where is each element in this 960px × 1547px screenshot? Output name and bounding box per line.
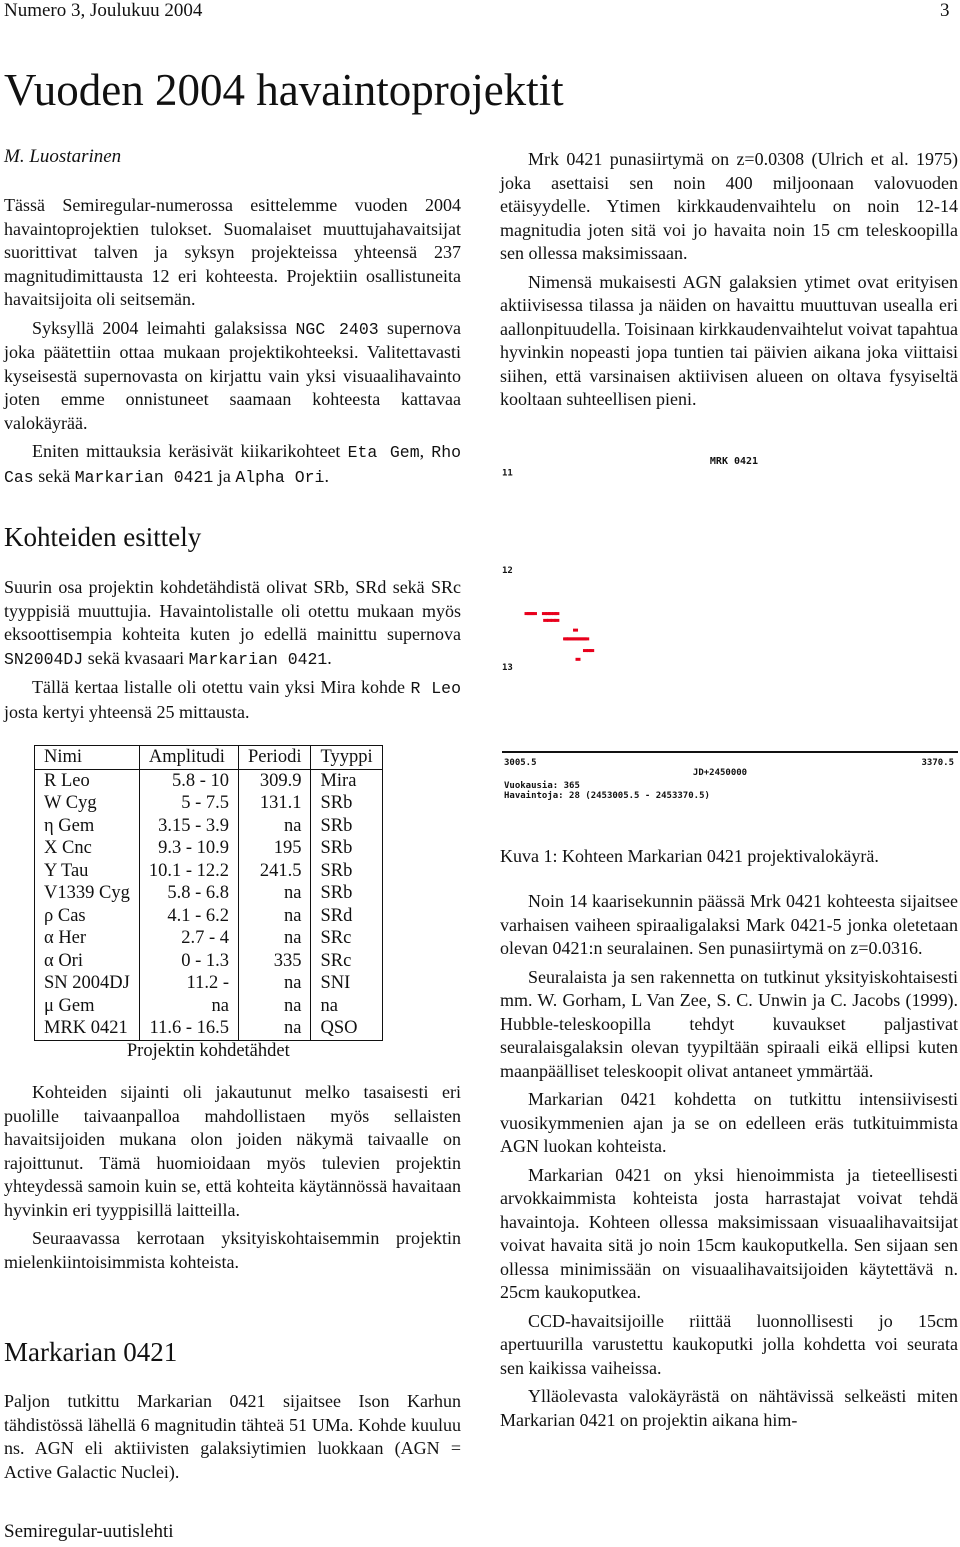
chart-title: MRK 0421 (709, 456, 759, 467)
table-header-row (35, 746, 383, 770)
cell-period: na (239, 815, 311, 838)
data-point (554, 612, 559, 615)
table-caption: Projektin kohdetähdet (126, 1040, 290, 1061)
cell-name: MRK 0421 (35, 1017, 140, 1040)
article-title: Vuoden 2004 havaintoprojektit (4, 65, 564, 115)
right-column-top (500, 148, 958, 417)
cell-period: na (239, 905, 311, 928)
cell-amplitude: na (139, 995, 238, 1018)
cell-period: 309.9 (239, 769, 311, 792)
table-row (35, 792, 383, 815)
cell-amplitude: 5.8 - 10 (139, 769, 238, 792)
cell-type: SRb (311, 815, 382, 838)
cell-amplitude: 5.8 - 6.8 (139, 882, 238, 905)
data-point (589, 649, 594, 652)
right-paragraph-5: Markarian 0421 kohdetta on tutkittu intensiivisesti vuosikymmenien ajan ja se on edelleen eräs tutkituimmista AGN luokan kohteista. (500, 1089, 958, 1156)
cell-type: SNI (311, 972, 382, 995)
cell-amplitude: 3.15 - 3.9 (139, 815, 238, 838)
code-markarian-0421: Markarian 0421 (188, 649, 328, 669)
cell-period: na (239, 995, 311, 1018)
cell-name: α Ori (35, 950, 140, 973)
intro-paragraph-3: Eniten mittauksia keräsivät kiikarikohteet Eta Gem, Rho Cas sekä Markarian 0421 ja Alpha Ori. (4, 441, 462, 487)
cell-period: 241.5 (239, 860, 311, 883)
section2-paragraph-1: Paljon tutkittu Markarian 0421 sijaitsee Ison Karhun tähdistössä lähellä 6 magnitudin tähteä 51 UMa. Kohde kuuluu ns. AGN eli aktiivisten galaksiytimien luokkaan (AGN = Active Galactic Nuclei). (4, 1391, 461, 1482)
section1-paragraph-1: Suurin osa projektin kohdetähdistä olivat SRb, SRd sekä SRc tyyppisiä muuttujia. Havaintolistalle oli otettu mukaan myös eksoottisempia kohteita kuten jo edellä mainittu supernova SN2004DJ sekä kvasaari Markarian 0421. (4, 577, 461, 669)
light-curve-chart (496, 448, 960, 813)
table-row (35, 927, 383, 950)
cell-amplitude: 11.2 - (139, 972, 238, 995)
targets-table (34, 745, 383, 1041)
table-row (35, 815, 383, 838)
cell-amplitude: 4.1 - 6.2 (139, 905, 238, 928)
right-column-bottom (500, 890, 958, 1437)
cell-name: V1339 Cyg (35, 882, 140, 905)
section1-paragraph-4: Seuraavassa kerrotaan yksityiskohtaisemmin projektin mielenkiintoisimmista kohteista. (4, 1228, 461, 1272)
section1-paragraph-2: Tällä kertaa listalle oli otettu vain yksi Mira kohde R Leo josta kertyi yhteensä 25 mittausta. (4, 677, 461, 722)
section2-text (4, 1390, 461, 1489)
article-author: M. Luostarinen (4, 146, 122, 167)
right-paragraph-4: Seuralaista ja sen rakennetta on tutkinut yksityiskohtaisesti mm. W. Gorham, L Van Zee, S. C. Unwin ja C. Jacobs (1999). Hubble-teleskoopilla tehdyt kuvaukset paljastivat seuralaisgalaksin olevan tyypiltään spiraali eikä ellipsi kuten maanpäälliset teleskoopit olivat antaneet ymmärtää. (500, 966, 958, 1081)
y-tick-label: 11 (502, 468, 513, 479)
data-point (573, 629, 578, 632)
code-ngc2403: NGC 2403 (295, 319, 379, 339)
intro-paragraph-2: Syksyllä 2004 leimahti galaksissa NGC 2403 supernova joka päätettiin ottaa mukaan projektikohteeksi. Valitettavasti kyseisestä supernovasta on kirjattu vain yksi visuaalihavainto joten emme onnistuneet saamaan kohteesta kattavaa valokäyrää. (4, 317, 462, 433)
y-tick-label: 13 (502, 663, 513, 674)
cell-type: na (311, 995, 382, 1018)
code-sn2004dj: SN2004DJ (4, 649, 84, 669)
cell-amplitude: 5 - 7.5 (139, 792, 238, 815)
cell-name: Y Tau (35, 860, 140, 883)
code-eta-gem: Eta Gem (347, 443, 420, 462)
cell-type: SRb (311, 837, 382, 860)
intro-text (4, 194, 461, 494)
right-paragraph-6: Markarian 0421 on yksi hienoimmista ja tieteellisesti arvokkaimmista kohteista josta harrastajat voivat tehdä havaintoja. Kohteen ollessa maksimissaan visuaalihavaitsijat voivat havaita sitä jo noin 15cm kaukoputkella. Sen sijaan sen ollessa minimissään on visuaalihavaitsijoiden käytettävä n. 25cm kaukoputkea. (500, 1164, 958, 1302)
cell-amplitude: 2.7 - 4 (139, 927, 238, 950)
cell-amplitude: 10.1 - 12.2 (139, 860, 238, 883)
chart-info-line: Havaintoja: 28 (2453005.5 - 2453370.5) (504, 791, 710, 801)
section1-paragraph-3: Kohteiden sijainti oli jakautunut melko tasaisesti eri puolille taivaanpalloa mahdollistaen myös sellaisten havaitsijoiden mukana olon joiden näkymä taivaalle on rajoittunut. Tämä huomioidaan myös tulevien projektin yhteydessä samoin kuin se, että kohteita käytännössä havaitaan hyvinkin eri tyyppisillä laitteilla. (4, 1082, 461, 1220)
y-tick-label: 12 (502, 565, 513, 576)
data-point (584, 637, 589, 640)
code-rho-cas: Rho Cas (4, 443, 462, 487)
right-paragraph-1: Mrk 0421 punasiirtymä on z=0.0308 (Ulrich et al. 1975) joka asettaisi sen noin 400 miljoonaan valovuoden etäisyydelle. Ytimen kirkkaudenvaihtelu on noin 12-14 magnitudia joten sitä voi jo havaita noin 15 cm teleskoopilla sen ollessa maksimissaan. (500, 149, 958, 263)
footer: Semiregular-uutislehti (4, 1521, 174, 1542)
col-header-amplitude: Amplitudi (139, 746, 238, 770)
code-alpha-ori: Alpha Ori (235, 467, 325, 487)
cell-period: na (239, 1017, 311, 1040)
cell-type: SRb (311, 792, 382, 815)
right-paragraph-2: Nimensä mukaisesti AGN galaksien ytimet ovat erityisen aktiivisessa tilassa ja näiden on havaittu muuttuvan usealla eri aallonpituudella. Toisinaan kirkkaudenvaihtelut voivat tapahtua hyvinkin nopeasti jopa tuntien tai päivien aikana joka viittaisi siihen, että varsinaisen aktiivisen alueen on oltava fysyiseltä kooltaan suhteellisen pieni. (500, 271, 958, 409)
x-tick-label: 3370.5 (921, 758, 954, 768)
figure-caption: Kuva 1: Kohteen Markarian 0421 projektivalokäyrä. (500, 846, 879, 866)
table-row (35, 1017, 383, 1040)
cell-type: SRb (311, 882, 382, 905)
right-paragraph-7: CCD-havaitsijoille riittää luonnollisesti jo 15cm apertuurilla varustettu kaukoputki jolla kohdetta voi seurata sen kaikissa vaiheissa. (500, 1310, 958, 1378)
x-tick-label: 3005.5 (504, 758, 537, 768)
cell-period: na (239, 927, 311, 950)
col-header-type: Tyyppi (311, 746, 382, 770)
cell-period: 335 (239, 950, 311, 973)
cell-type: SRd (311, 905, 382, 928)
section-heading-markarian: Markarian 0421 (4, 1337, 178, 1367)
code-markarian: Markarian 0421 (74, 467, 214, 487)
section1-text-top (4, 576, 461, 729)
code-r-leo: R Leo (410, 679, 461, 698)
data-point (532, 612, 537, 615)
cell-period: na (239, 972, 311, 995)
light-curve-svg (496, 448, 960, 808)
cell-amplitude: 9.3 - 10.9 (139, 837, 238, 860)
cell-name: W Cyg (35, 792, 140, 815)
cell-amplitude: 11.6 - 16.5 (139, 1017, 238, 1040)
cell-type: SRb (311, 860, 382, 883)
section-heading-kohteiden-esittely: Kohteiden esittely (4, 522, 202, 552)
intro-paragraph-1: Tässä Semiregular-numerossa esittelemme vuoden 2004 havaintoprojektien tulokset. Suomalaiset muuttujahavaitsijat suorittivat talven ja syksyn projekteissa yhteensä 237 magnitudimittausta 12 eri kohteesta. Projektiin osallistuneita havaitsijoita oli seitsemän. (4, 195, 461, 309)
table-row (35, 995, 383, 1018)
data-point (576, 658, 581, 661)
table-row (35, 905, 383, 928)
table-row (35, 882, 383, 905)
cell-name: R Leo (35, 769, 140, 792)
table-row (35, 769, 383, 792)
right-paragraph-8: Ylläolevasta valokäyrästä on nähtävissä selkeästi miten Markarian 0421 on projektin aikana him- (500, 1386, 958, 1430)
cell-type: SRc (311, 927, 382, 950)
targets-table-wrap (34, 745, 383, 1062)
table-row (35, 950, 383, 973)
col-header-name: Nimi (35, 746, 140, 770)
x-axis-label: JD+2450000 (692, 768, 748, 778)
section1-text-bottom (4, 1081, 461, 1279)
table-row (35, 837, 383, 860)
cell-name: X Cnc (35, 837, 140, 860)
data-point (554, 619, 559, 622)
table-row (35, 860, 383, 883)
cell-type: Mira (311, 769, 382, 792)
chart-info-line: Vuokausia: 365 (504, 781, 580, 791)
running-header: Numero 3, Joulukuu 2004 (4, 0, 203, 21)
cell-type: SRc (311, 950, 382, 973)
table-row (35, 972, 383, 995)
cell-period: 195 (239, 837, 311, 860)
page-number: 3 (940, 0, 950, 21)
cell-name: ρ Cas (35, 905, 140, 928)
right-paragraph-3: Noin 14 kaarisekunnin päässä Mrk 0421 kohteesta sijaitsee varhaisen vaiheen spiraaligalaksi Mark 0421-5 jonka oletetaan olevan 0421:n seuralainen. Sen punasiirtymä on z=0.0316. (500, 891, 958, 958)
col-header-period: Periodi (239, 746, 311, 770)
cell-type: QSO (311, 1017, 382, 1040)
cell-period: 131.1 (239, 792, 311, 815)
cell-name: α Her (35, 927, 140, 950)
cell-amplitude: 0 - 1.3 (139, 950, 238, 973)
cell-name: μ Gem (35, 995, 140, 1018)
cell-name: η Gem (35, 815, 140, 838)
cell-period: na (239, 882, 311, 905)
cell-name: SN 2004DJ (35, 972, 140, 995)
